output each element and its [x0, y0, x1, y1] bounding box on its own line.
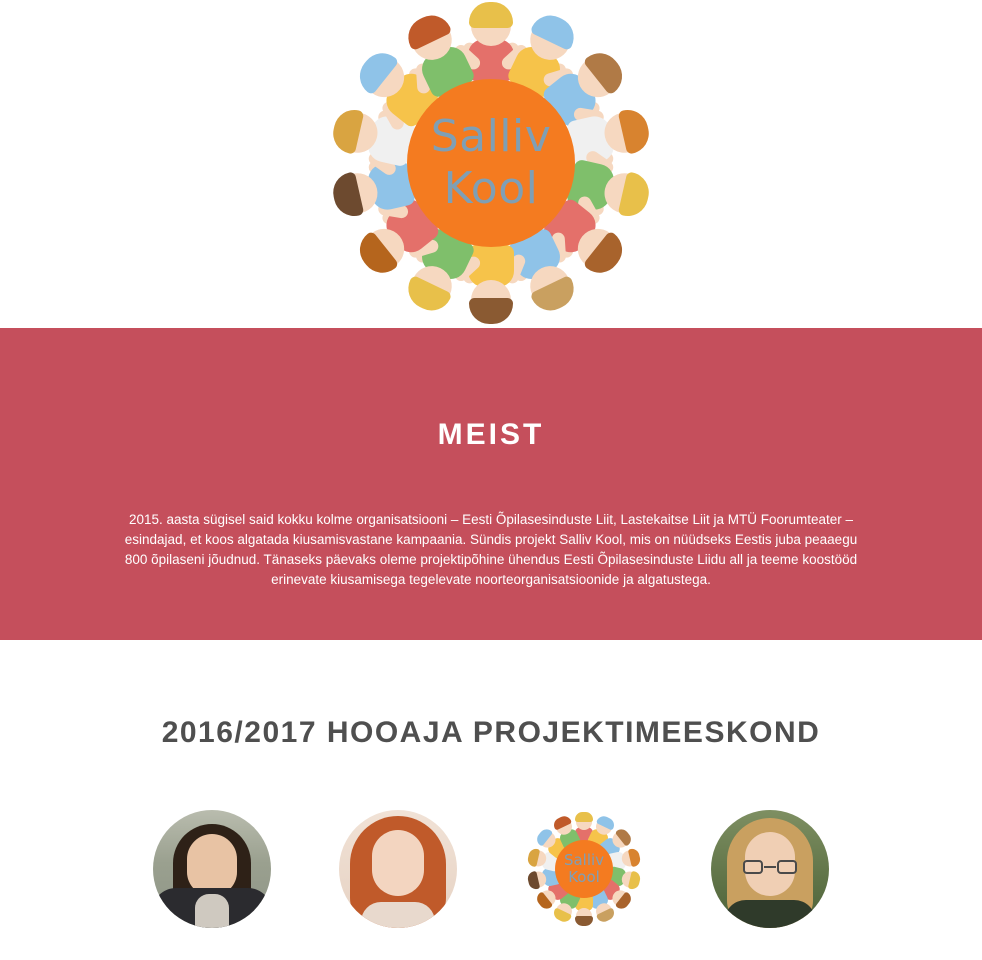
mini-logo-line-2: Kool	[568, 868, 600, 886]
team-title: 2016/2017 HOOAJA PROJEKTIMEESKOND	[161, 716, 821, 749]
team-member-photo-1[interactable]	[153, 810, 271, 928]
portrait-torso	[361, 902, 435, 928]
hero-section	[0, 0, 982, 328]
logo-circle	[407, 79, 575, 247]
portrait-face	[187, 834, 237, 896]
logo-line-2: Kool	[443, 163, 539, 214]
mini-logo-circle	[555, 840, 613, 898]
about-title: MEIST	[437, 418, 545, 451]
team-member-list	[0, 810, 982, 928]
glasses-icon	[743, 860, 797, 874]
portrait-shirt	[195, 894, 229, 928]
team-member-photo-3-logo[interactable]	[525, 810, 643, 928]
about-section	[0, 328, 982, 640]
logo-line-1: Salliv	[430, 111, 552, 162]
about-body-text: 2015. aasta sügisel said kokku kolme organisatsiooni – Eesti Õpilasesinduste Liit, Lastekaitse Liit ja MTÜ Foorumteater – esindajad, et koos algatada kiusamisvastane kampaania. Sündis projekt Salliv Kool, mis on nüüdseks Eestis juba peaaegu 800 õpilaseni jõudnud. Tänaseks päevaks oleme projektipõhine ühendus Eesti Õpilasesinduste Liidu all ja teeme koostööd erinevate kiusamisega tegelevate noorteorganisatsioonide ja algatustega.	[124, 512, 858, 587]
portrait-torso	[724, 900, 816, 928]
salliv-kool-logo	[326, 8, 656, 318]
team-member-photo-2[interactable]	[339, 810, 457, 928]
mini-logo-line-1: Salliv	[563, 851, 605, 869]
team-section	[0, 640, 982, 928]
portrait-face	[372, 830, 424, 896]
team-member-photo-4[interactable]	[711, 810, 829, 928]
